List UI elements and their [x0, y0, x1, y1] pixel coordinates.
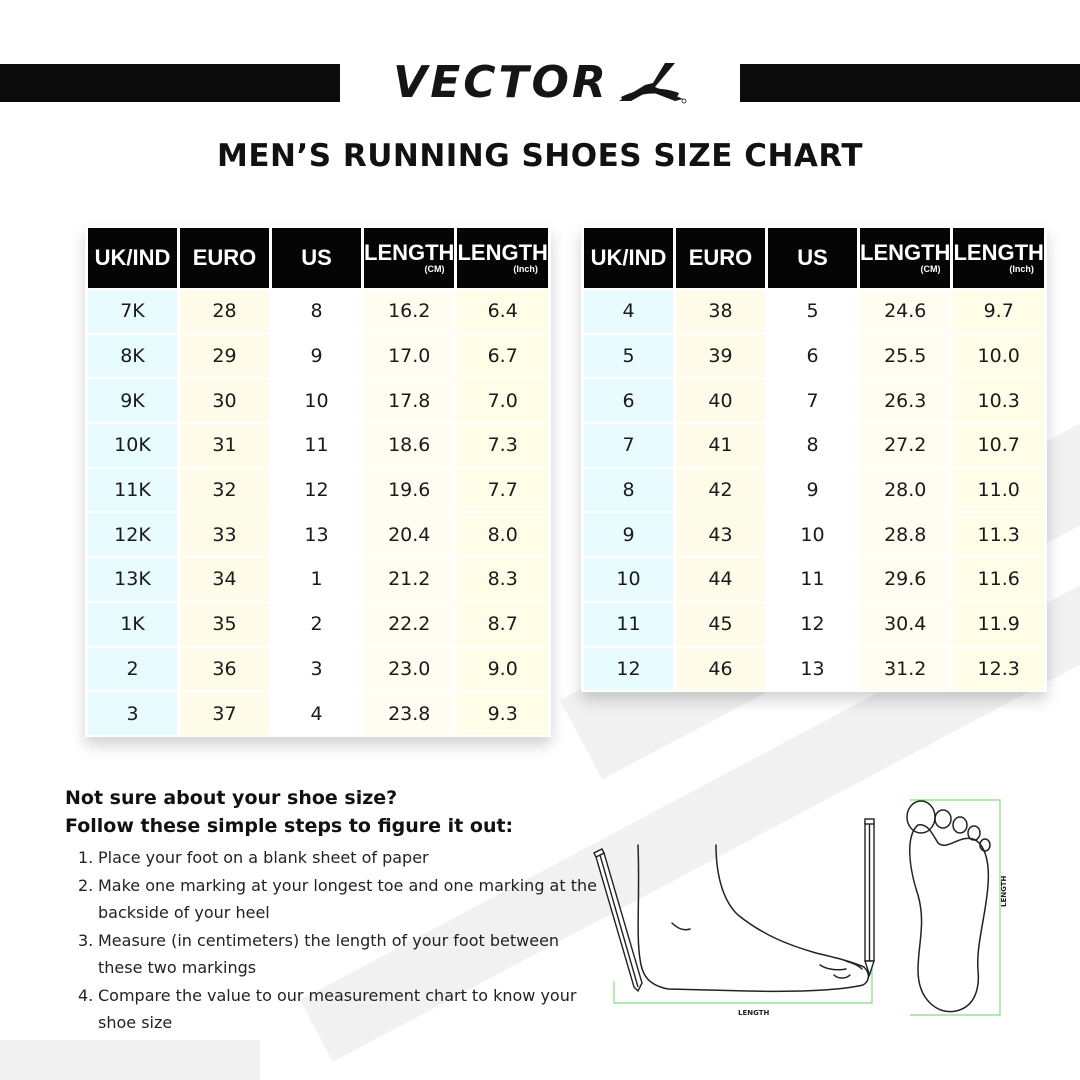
- table-cell: 11: [584, 603, 673, 646]
- page-title: MEN’S RUNNING SHOES SIZE CHART: [216, 138, 864, 174]
- table-cell: 5: [584, 335, 673, 378]
- table-header-row: [88, 228, 548, 288]
- table-cell: 12K: [88, 513, 177, 556]
- table-cell: 31.2: [860, 648, 950, 691]
- table-cell: 31: [180, 424, 269, 467]
- table-cell: 29: [180, 335, 269, 378]
- table-cell: 9.0: [457, 648, 547, 691]
- table-cell: 9.7: [953, 290, 1043, 333]
- table-cell: 8.0: [457, 513, 547, 556]
- table-cell: 12.3: [953, 648, 1043, 691]
- table-cell: 11K: [88, 469, 177, 512]
- table-row: [584, 290, 1044, 333]
- brand-logo: [340, 52, 740, 112]
- table-cell: 6: [584, 379, 673, 422]
- table-cell: 11: [272, 424, 361, 467]
- table-cell: 10: [584, 558, 673, 601]
- table-cell: 9.3: [457, 692, 547, 735]
- table-cell: 5: [768, 290, 857, 333]
- table-row: [584, 603, 1044, 646]
- table-cell: 7K: [88, 290, 177, 333]
- table-cell: 30.4: [860, 603, 950, 646]
- table-cell: 26.3: [860, 379, 950, 422]
- table-cell: 8: [768, 424, 857, 467]
- table-cell: 23.0: [364, 648, 454, 691]
- header-uk-ind: UK/IND: [88, 228, 177, 288]
- table-cell: 9: [272, 335, 361, 378]
- table-cell: 30: [180, 379, 269, 422]
- table-cell: 7.3: [457, 424, 547, 467]
- table-cell: 16.2: [364, 290, 454, 333]
- table-row: [584, 379, 1044, 422]
- table-cell: 6.7: [457, 335, 547, 378]
- step-item: 3. Measure (in centimeters) the length of your foot between these two markings: [78, 930, 560, 977]
- table-row: [584, 648, 1044, 691]
- instructions-heading-line-1: Not sure about your shoe size?: [65, 787, 398, 809]
- header-length-inch: LENGTH (Inch): [457, 228, 547, 288]
- table-cell: 10K: [88, 424, 177, 467]
- x-swoosh-icon: [617, 59, 687, 105]
- table-cell: 7.7: [457, 469, 547, 512]
- table-row: [88, 648, 548, 691]
- table-cell: 13: [272, 513, 361, 556]
- table-cell: 9K: [88, 379, 177, 422]
- table-cell: 17.8: [364, 379, 454, 422]
- table-cell: 36: [180, 648, 269, 691]
- header-length-inch: LENGTH (Inch): [953, 228, 1043, 288]
- table-row: [88, 379, 548, 422]
- table-cell: 40: [676, 379, 765, 422]
- header-euro: EURO: [676, 228, 765, 288]
- table-cell: 20.4: [364, 513, 454, 556]
- table-cell: 8: [584, 469, 673, 512]
- foot-measurement-illustration: [588, 795, 1008, 1030]
- table-row: [584, 558, 1044, 601]
- instructions-section: [65, 784, 605, 1037]
- table-cell: 44: [676, 558, 765, 601]
- step-item: 2. Make one marking at your longest toe and one marking at the backside of your heel: [78, 875, 597, 922]
- background-stripe: [0, 1040, 260, 1080]
- table-row: [88, 603, 548, 646]
- table-cell: 24.6: [860, 290, 950, 333]
- table-row: [88, 692, 548, 735]
- table-cell: 11.6: [953, 558, 1043, 601]
- table-cell: 9: [768, 469, 857, 512]
- table-row: [584, 424, 1044, 467]
- step-item: 4. Compare the value to our measurement chart to know your shoe size: [78, 985, 577, 1032]
- table-row: [88, 424, 548, 467]
- header-length-cm: LENGTH (CM): [364, 228, 454, 288]
- table-cell: 9: [584, 513, 673, 556]
- table-cell: 27.2: [860, 424, 950, 467]
- step-item: 1. Place your foot on a blank sheet of paper: [78, 848, 429, 867]
- table-row: [88, 335, 548, 378]
- table-cell: 12: [768, 603, 857, 646]
- table-cell: 3: [272, 648, 361, 691]
- table-cell: 10: [272, 379, 361, 422]
- table-cell: 10: [768, 513, 857, 556]
- table-row: [88, 513, 548, 556]
- table-cell: 19.6: [364, 469, 454, 512]
- table-cell: 39: [676, 335, 765, 378]
- table-cell: 35: [180, 603, 269, 646]
- table-header-row: [584, 228, 1044, 288]
- table-cell: 13K: [88, 558, 177, 601]
- header-us: US: [272, 228, 361, 288]
- table-cell: 46: [676, 648, 765, 691]
- table-cell: 28.0: [860, 469, 950, 512]
- pencil-icon: [594, 849, 642, 991]
- table-cell: 1K: [88, 603, 177, 646]
- table-cell: 8.7: [457, 603, 547, 646]
- table-cell: 18.6: [364, 424, 454, 467]
- size-table-right: [581, 226, 1047, 692]
- table-cell: 23.8: [364, 692, 454, 735]
- size-table-left: [85, 226, 551, 737]
- table-cell: 33: [180, 513, 269, 556]
- table-cell: 28.8: [860, 513, 950, 556]
- table-cell: 37: [180, 692, 269, 735]
- table-cell: 7.0: [457, 379, 547, 422]
- table-cell: 12: [584, 648, 673, 691]
- measurement-guides: [614, 800, 1000, 1015]
- table-cell: 34: [180, 558, 269, 601]
- table-cell: 8.3: [457, 558, 547, 601]
- header-us: US: [768, 228, 857, 288]
- table-row: [584, 513, 1044, 556]
- table-cell: 7: [584, 424, 673, 467]
- table-cell: 28: [180, 290, 269, 333]
- table-cell: 11.9: [953, 603, 1043, 646]
- table-row: [88, 558, 548, 601]
- table-cell: 32: [180, 469, 269, 512]
- table-cell: 11.3: [953, 513, 1043, 556]
- table-cell: 42: [676, 469, 765, 512]
- table-cell: 38: [676, 290, 765, 333]
- table-cell: 45: [676, 603, 765, 646]
- table-cell: 12: [272, 469, 361, 512]
- table-cell: 10.3: [953, 379, 1043, 422]
- top-length-label: LENGTH: [1000, 875, 1008, 907]
- table-cell: 4: [584, 290, 673, 333]
- table-cell: 10.0: [953, 335, 1043, 378]
- table-cell: 10.7: [953, 424, 1043, 467]
- table-cell: 13: [768, 648, 857, 691]
- side-length-label: LENGTH: [738, 1009, 770, 1017]
- table-cell: 22.2: [364, 603, 454, 646]
- table-cell: 6.4: [457, 290, 547, 333]
- footprint-icon: [907, 801, 990, 1012]
- table-cell: 11.0: [953, 469, 1043, 512]
- foot-side-icon: [638, 845, 868, 991]
- table-cell: 17.0: [364, 335, 454, 378]
- header-length-cm: LENGTH (CM): [860, 228, 950, 288]
- table-cell: 29.6: [860, 558, 950, 601]
- instructions-heading: [65, 784, 605, 840]
- table-cell: 6: [768, 335, 857, 378]
- instructions-heading-line-2: Follow these simple steps to figure it out:: [65, 815, 514, 837]
- table-row: [584, 335, 1044, 378]
- table-cell: 41: [676, 424, 765, 467]
- header-uk-ind: UK/IND: [584, 228, 673, 288]
- table-cell: 2: [272, 603, 361, 646]
- table-row: [584, 469, 1044, 512]
- brand-bar-left: [0, 64, 340, 102]
- brand-bar-right: [740, 64, 1080, 102]
- table-cell: 7: [768, 379, 857, 422]
- pencil-icon: [865, 819, 874, 975]
- table-cell: 1: [272, 558, 361, 601]
- table-cell: 11: [768, 558, 857, 601]
- table-row: [88, 290, 548, 333]
- header-euro: EURO: [180, 228, 269, 288]
- table-cell: 8: [272, 290, 361, 333]
- table-row: [88, 469, 548, 512]
- table-cell: 3: [88, 692, 177, 735]
- table-cell: 21.2: [364, 558, 454, 601]
- steps-list: [65, 844, 605, 1037]
- table-cell: 25.5: [860, 335, 950, 378]
- table-cell: 2: [88, 648, 177, 691]
- table-cell: 8K: [88, 335, 177, 378]
- table-cell: 4: [272, 692, 361, 735]
- logo-text: VECTOR: [393, 56, 609, 108]
- table-cell: 43: [676, 513, 765, 556]
